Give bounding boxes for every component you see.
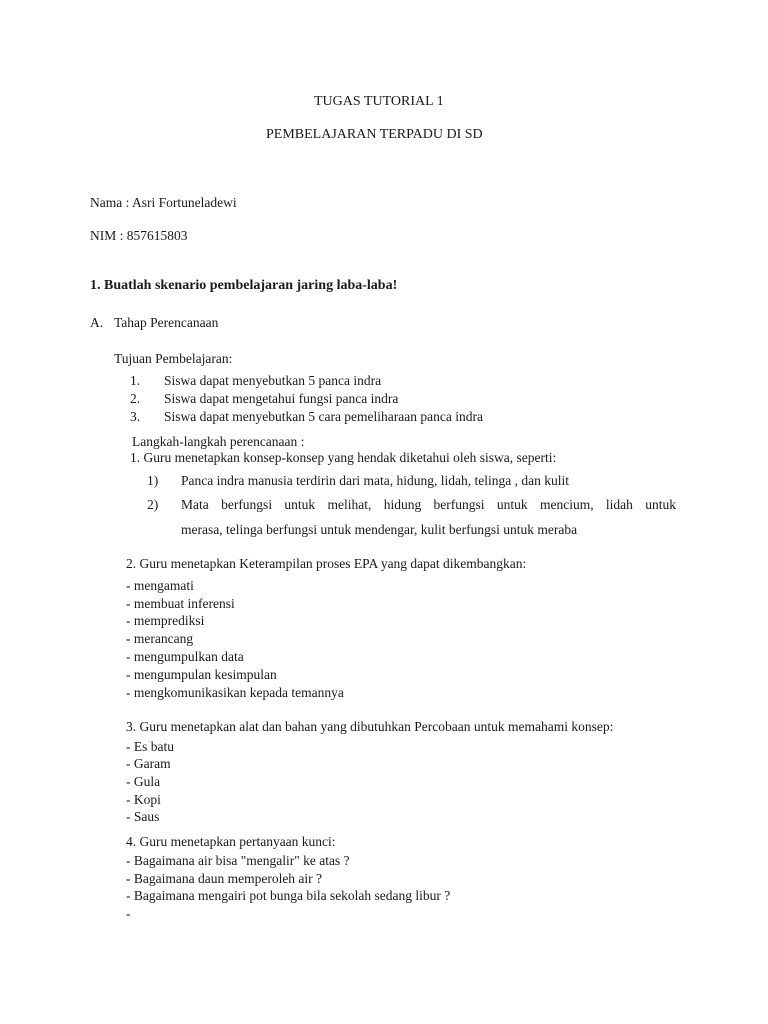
section-a-marker: A. [90,315,104,330]
concept-number: 1) [147,473,159,488]
key-question-item: - Bagaimana mengairi pot bunga bila sekolah sedang libur ? [126,888,451,903]
material-item: - Kopi [126,792,161,807]
skill-item: - mengamati [126,578,194,593]
skill-item: - memprediksi [126,613,205,628]
objective-number: 1. [130,373,141,388]
skill-item: - merancang [126,631,194,646]
student-name: Nama : Asri Fortuneladewi [90,195,237,210]
key-question-item: - Bagaimana air bisa "mengalir" ke atas ? [126,853,350,868]
question-heading: 1. Buatlah skenario pembelajaran jaring laba-laba! [90,278,398,293]
key-question-item: - Bagaimana daun memperoleh air ? [126,871,323,886]
objective-text: Siswa dapat menyebutkan 5 cara pemeliharaan panca indra [164,409,483,424]
objective-text: Siswa dapat menyebutkan 5 panca indra [164,373,382,388]
student-nim: NIM : 857615803 [90,228,188,243]
skill-item: - mengumpulkan data [126,649,244,664]
material-item: - Garam [126,756,171,771]
objective-text: Siswa dapat mengetahui fungsi panca indra [164,391,399,406]
material-item: - Saus [126,809,160,824]
objectives-heading: Tujuan Pembelajaran: [114,351,233,366]
material-item: - Gula [126,774,161,789]
concept-number: 2) [147,497,159,512]
section-a-title: Tahap Perencanaan [114,315,219,330]
concept-text: Panca indra manusia terdirin dari mata, hidung, lidah, telinga , dan kulit [181,473,570,488]
concept-text: Mata berfungsi untuk melihat, hidung berfungsi untuk mencium, lidah untuk [181,497,676,512]
key-question-item: - [126,906,131,921]
skill-item: - mengumpulan kesimpulan [126,667,277,682]
material-item: - Es batu [126,739,174,754]
step-4-text: 4. Guru menetapkan pertanyaan kunci: [126,834,336,849]
step-1-text: 1. Guru menetapkan konsep-konsep yang hendak diketahui oleh siswa, seperti: [130,450,557,465]
step-3-text: 3. Guru menetapkan alat dan bahan yang dibutuhkan Percobaan untuk memahami konsep: [126,719,614,734]
step-2-text: 2. Guru menetapkan Keterampilan proses EPA yang dapat dikembangkan: [126,556,527,571]
concept-text-continued: merasa, telinga berfungsi untuk mendengar, kulit berfungsi untuk meraba [181,522,578,537]
skill-item: - membuat inferensi [126,596,235,611]
steps-heading: Langkah-langkah perencanaan : [132,434,305,449]
objective-number: 3. [130,409,141,424]
skill-item: - mengkomunikasikan kepada temannya [126,685,344,700]
objective-number: 2. [130,391,141,406]
document-subtitle: PEMBELAJARAN TERPADU DI SD [266,127,483,142]
document-title: TUGAS TUTORIAL 1 [314,94,444,109]
